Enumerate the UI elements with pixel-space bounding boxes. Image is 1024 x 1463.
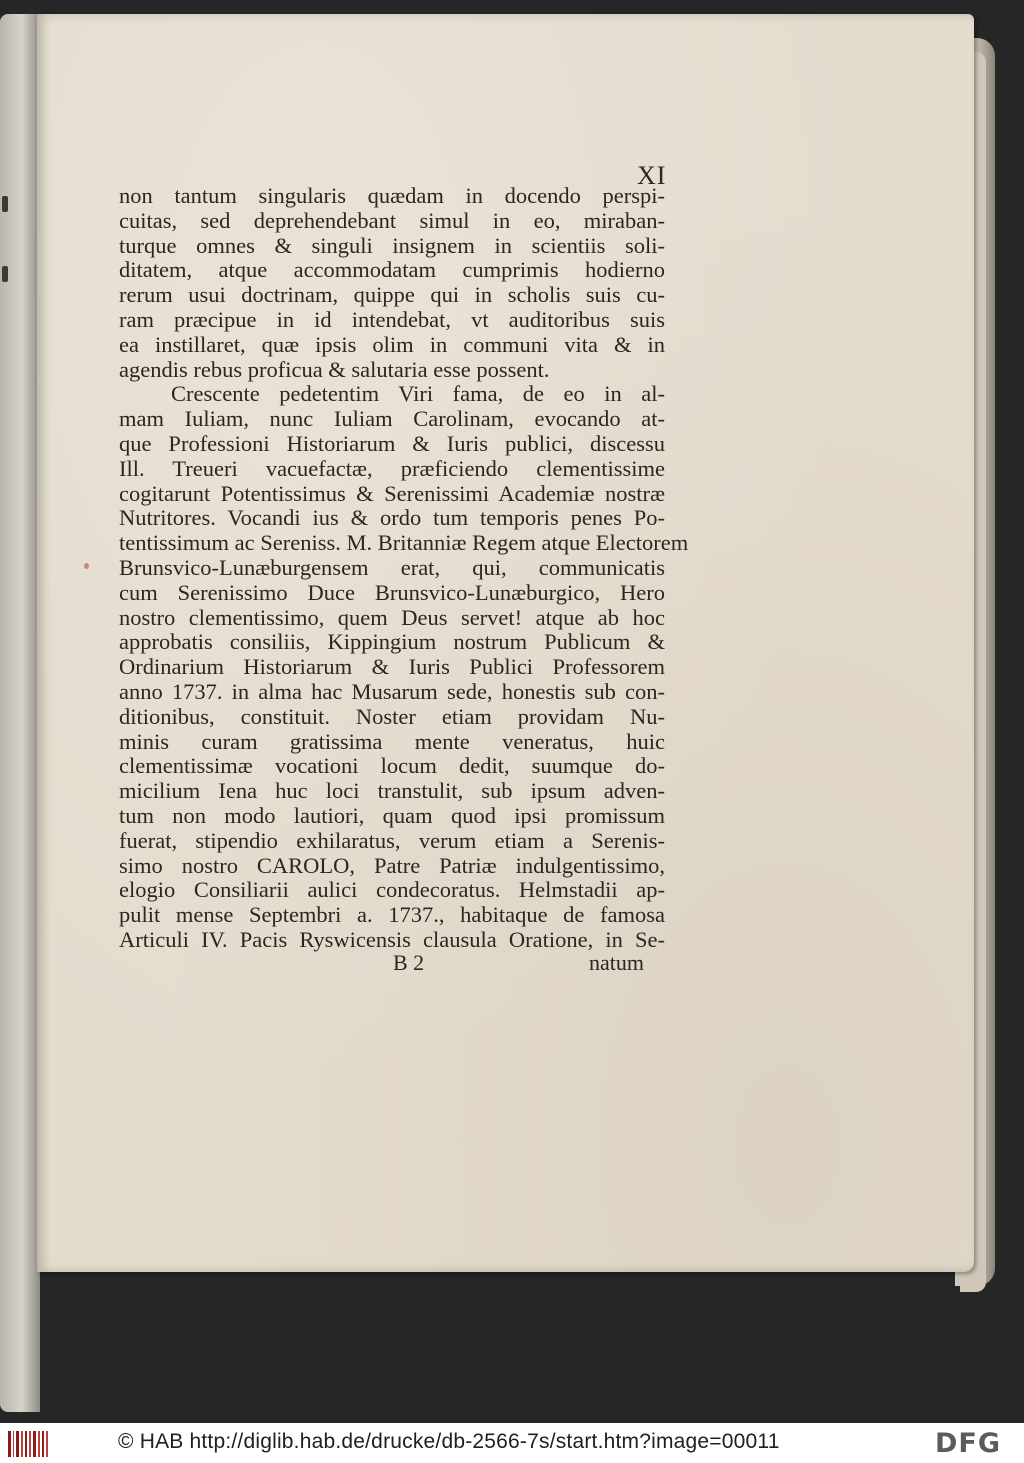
page-number: XI [637,161,667,190]
text-line: elogio Consiliarii aulici condecoratus. Helmstadii ap- [119,877,665,903]
text-line: mam Iuliam, nunc Iuliam Carolinam, evocando at- [119,406,665,432]
text-line: rerum usui doctrinam, quippe qui in scholis suis cu- [119,282,665,308]
dfg-logo: DFG [935,1428,1002,1459]
text-line: non tantum singularis quædam in docendo perspi- [119,183,665,208]
text-line: Brunsvico-Lunæburgensem erat, qui, communicatis [119,554,665,580]
text-line: turque omnes & singuli insignem in scientiis soli- [119,232,665,258]
text-line: Ordinarium Historiarum & Iuris Publici Professorem [119,654,665,680]
text-line: ea instillaret, quæ ipsis olim in communi vita & in [119,331,665,357]
previous-page-edge [0,14,40,1412]
catchword: natum [589,950,644,975]
text-line: ditatem, atque accommodatam cumprimis hodierno [119,257,665,283]
text-line: minis curam gratissima mente veneratus, huic [119,728,665,754]
text-line: agendis rebus proficua & salutaria esse possent. [119,356,550,382]
text-line: que Professioni Historiarum & Iuris publici, discessu [119,430,665,456]
text-line: Nutritores. Vocandi ius & ordo tum temporis penes Po- [119,505,665,531]
text-line: ditionibus, constituit. Noster etiam providam Nu- [119,703,665,729]
text-line: pulit mense Septembri a. 1737., habitaque de famosa [119,902,665,928]
text-line: cogitarunt Potentissimus & Serenissimi Academiæ nostræ [119,480,665,506]
text-line: Crescente pedetentim Viri fama, de eo in al- [171,381,665,407]
text-line: Ill. Treueri vacuefactæ, præficiendo clementissime [119,455,665,481]
text-line: anno 1737. in alma hac Musarum sede, honestis sub con- [119,678,665,704]
text-line: cum Serenissimo Duce Brunsvico-Lunæburgico, Hero [119,579,665,605]
text-line: ram præcipue in id intendebat, vt auditoribus suis [119,306,665,332]
text-line: tum non modo lautiori, quam quod ipsi promissum [119,802,665,828]
ink-spot [84,563,89,569]
text-line: approbatis consiliis, Kippingium nostrum Publicum & [119,629,665,655]
binding-mark [2,266,8,282]
text-line: micilium Iena huc loci transtulit, sub ipsum adven- [119,778,665,804]
text-line: fuerat, stipendio exhilaratus, verum etiam a Serenis- [119,827,665,853]
text-line: tentissimum ac Sereniss. M. Britanniæ Regem atque Electorem [119,530,689,556]
body-text [119,183,689,953]
text-line: simo nostro CAROLO, Patre Patriæ indulgentissimo, [119,852,665,878]
library-logo-icon [8,1431,48,1457]
copyright-url[interactable]: © HAB http://diglib.hab.de/drucke/db-2566-7s/start.htm?image=00011 [118,1430,780,1453]
footer-bar [0,1423,1024,1463]
binding-mark [2,196,8,212]
text-line: cuitas, sed deprehendebant simul in eo, miraban- [119,207,665,233]
text-line: clementissimæ vocationi locum dedit, suumque do- [119,753,665,779]
signature-mark: B 2 [393,950,425,975]
text-line: nostro clementissimo, quem Deus servet! atque ab hoc [119,604,665,630]
text-line: Articuli IV. Pacis Ryswicensis clausula Oratione, in Se- [119,926,665,952]
